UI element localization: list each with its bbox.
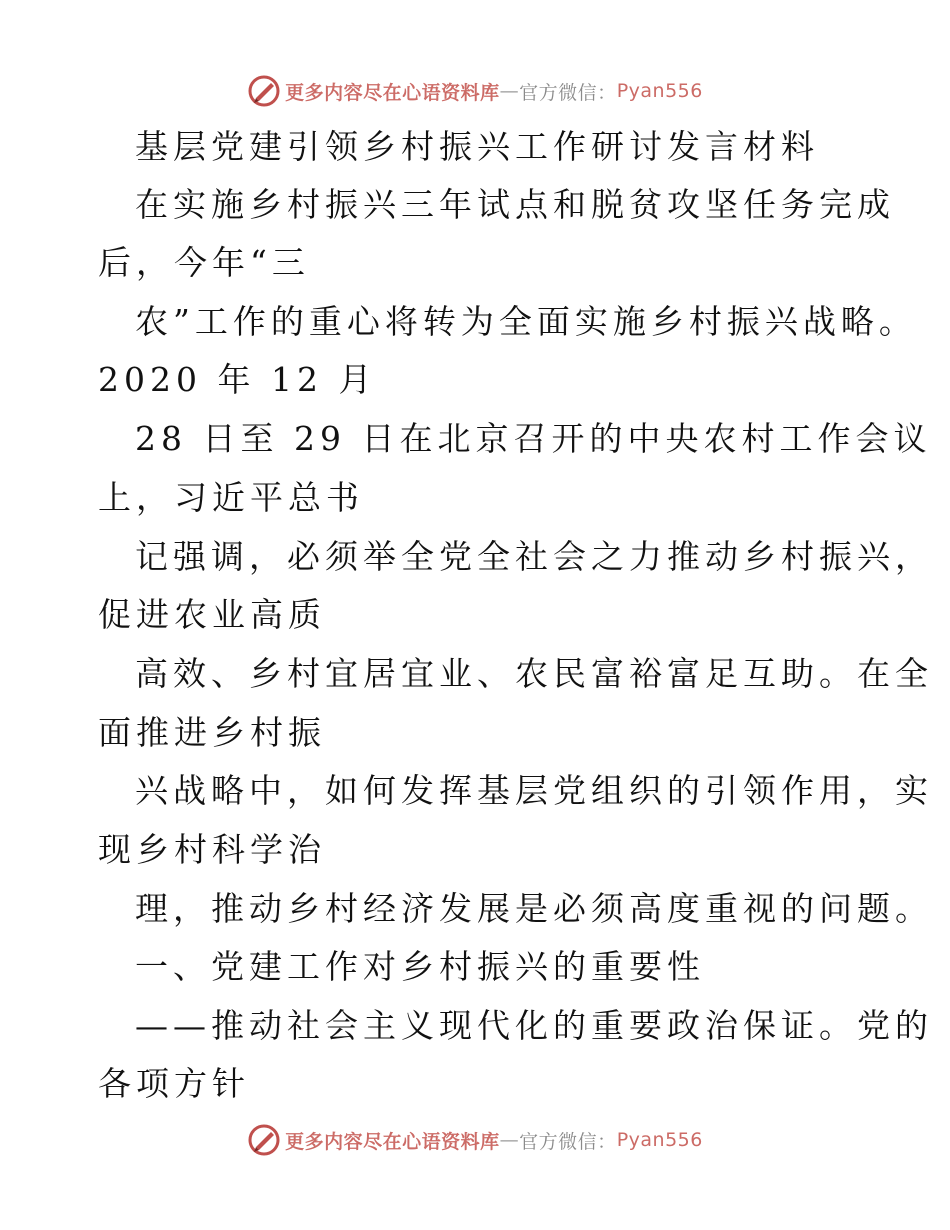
text-line: 后，今年“三 [98, 243, 310, 282]
watermark-site-text: 更多内容尽在心语资料库 [285, 1130, 500, 1153]
watermark-official-label: 官方微信： [519, 81, 617, 104]
watermark-site-text: 更多内容尽在心语资料库 [285, 81, 500, 104]
header-watermark [0, 71, 950, 111]
watermark-official-label: 官方微信： [519, 1130, 617, 1153]
watermark-dash: — [499, 80, 520, 102]
watermark-dash: — [499, 1129, 520, 1151]
text-line: 高效、乡村宜居宜业、农民富裕富足互助。在全 [135, 654, 933, 693]
document-title: 基层党建引领乡村振兴工作研讨发言材料 [135, 127, 819, 166]
watermark-wechat-id: Pyan556 [616, 1129, 703, 1151]
text-line: 记强调，必须举全党全社会之力推动乡村振兴， [135, 537, 933, 576]
text-line: 上，习近平总书 [98, 478, 364, 517]
section-heading: 一、党建工作对乡村振兴的重要性 [135, 947, 705, 986]
text-line: ——推动社会主义现代化的重要政治保证。党的 [135, 1006, 933, 1045]
pen-logo-icon [247, 74, 281, 108]
text-line: 兴战略中，如何发挥基层党组织的引领作用，实 [135, 771, 933, 810]
text-line: 2020 年 12 月 [98, 360, 377, 399]
watermark-wechat-id: Pyan556 [616, 80, 703, 102]
text-line: 促进农业高质 [98, 595, 326, 634]
text-line: 在实施乡村振兴三年试点和脱贫攻坚任务完成 [135, 185, 895, 224]
text-line: 农”工作的重心将转为全面实施乡村振兴战略。 [135, 302, 917, 341]
text-line: 各项方针 [98, 1064, 250, 1103]
text-line: 理，推动乡村经济发展是必须高度重视的问题。 [135, 889, 933, 928]
footer-watermark [0, 1120, 950, 1160]
pen-logo-icon [247, 1123, 281, 1157]
text-line: 面推进乡村振 [98, 713, 326, 752]
text-line: 28 日至 29 日在北京召开的中央农村工作会议 [135, 419, 932, 458]
text-line: 现乡村科学治 [98, 830, 326, 869]
